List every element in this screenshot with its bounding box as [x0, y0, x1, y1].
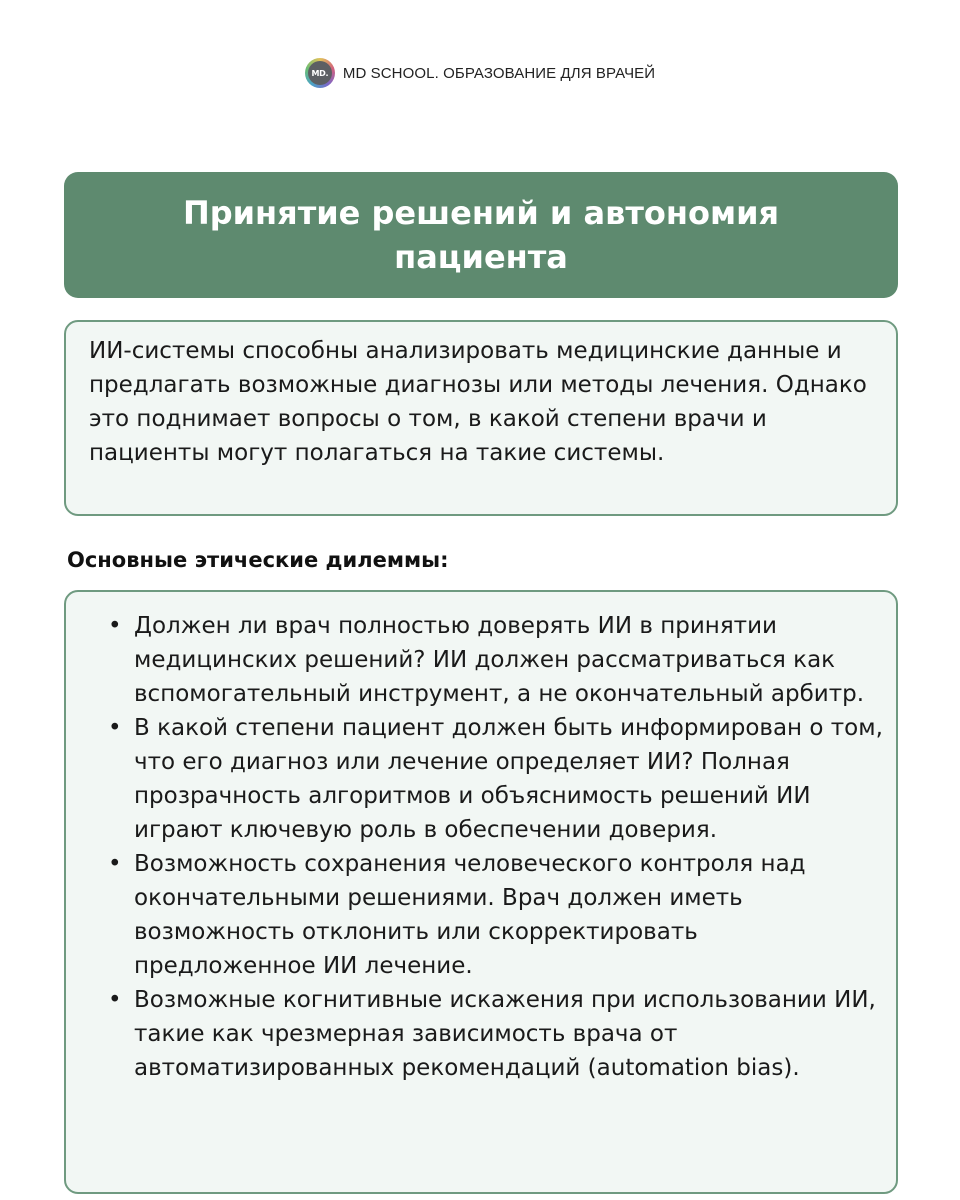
list-item-text: Должен ли врач полностью доверять ИИ в принятии медицинских решений? ИИ должен рассматриваться как вспомогательный инструмент, а не окончательный арбитр.: [134, 613, 865, 707]
md-school-logo-icon: [305, 58, 335, 88]
bullet-icon: •: [108, 715, 122, 741]
list-item-text: Возможность сохранения человеческого контроля над окончательными решениями. Врач должен иметь возможность отклонить или скорректировать предложенное ИИ лечение.: [134, 851, 806, 979]
list-item-text: В какой степени пациент должен быть информирован о том, что его диагноз или лечение определяет ИИ? Полная прозрачность алгоритмов и объяснимость решений ИИ играют ключевую роль в обеспечении доверия.: [134, 715, 883, 843]
section-heading: Основные этические дилеммы:: [67, 548, 449, 572]
dilemmas-list: [106, 609, 886, 1085]
logo-text: MD.: [308, 61, 332, 85]
list-item: [106, 609, 886, 711]
bullet-icon: •: [108, 987, 122, 1013]
intro-card: [64, 320, 898, 516]
list-item: [106, 983, 886, 1085]
list-item: [106, 711, 886, 847]
brand-name: MD SCHOOL. ОБРАЗОВАНИЕ ДЛЯ ВРАЧЕЙ: [342, 64, 656, 82]
page-title: Принятие решений и автономия пациента: [182, 194, 780, 276]
list-item: [106, 847, 886, 983]
intro-text: ИИ-системы способны анализировать медицинские данные и предлагать возможные диагнозы или методы лечения. Однако это поднимает вопросы о том, в какой степени врачи и пациенты могут полагаться на такие системы.: [89, 338, 867, 466]
dilemmas-card: [64, 590, 898, 1194]
list-item-text: Возможные когнитивные искажения при использовании ИИ, такие как чрезмерная зависимость врача от автоматизированных рекомендаций (automation bias).: [134, 987, 876, 1081]
bullet-icon: •: [108, 851, 122, 877]
bullet-icon: •: [108, 613, 122, 639]
title-banner: [64, 172, 898, 298]
brand-header: [0, 58, 960, 88]
